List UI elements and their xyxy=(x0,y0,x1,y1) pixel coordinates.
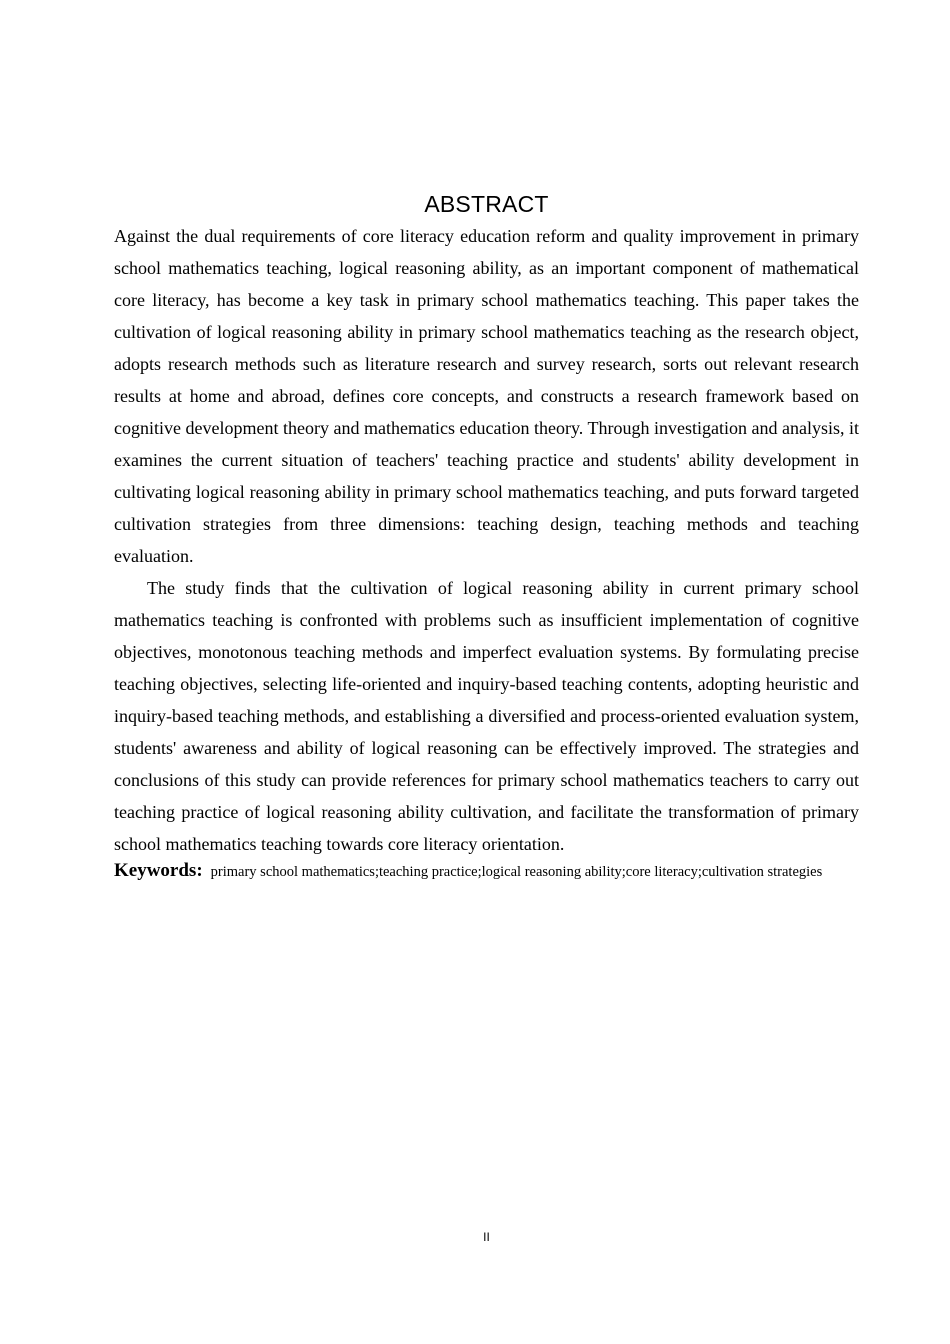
keywords-line xyxy=(114,857,894,886)
page-number: II xyxy=(483,1230,490,1244)
abstract-body xyxy=(114,220,859,860)
keywords-values: primary school mathematics;teaching practice;logical reasoning ability;core literacy;cultivation strategies xyxy=(210,864,823,880)
abstract-title: ABSTRACT xyxy=(424,191,549,217)
abstract-paragraph-1: Against the dual requirements of core literacy education reform and quality improvement in primary school mathematics teaching, logical reasoning ability, as an important component of mathematical core literacy, has become a key task in primary school mathematics teaching. This paper takes the cultivation of logical reasoning ability in primary school mathematics teaching as the research object, adopts research methods such as literature research and survey research, sorts out relevant research results at home and abroad, defines core concepts, and constructs a research framework based on cognitive development theory and mathematics education theory. Through investigation and analysis, it examines the current situation of teachers' teaching practice and students' ability development in cultivating logical reasoning ability in primary school mathematics teaching, and puts forward targeted cultivation strategies from three dimensions: teaching design, teaching methods and teaching evaluation. xyxy=(114,226,859,566)
keywords-label: Keywords: xyxy=(114,860,203,881)
abstract-paragraph-2: The study finds that the cultivation of logical reasoning ability in current primary school mathematics teaching is confronted with problems such as insufficient implementation of cognitive objectives, monotonous teaching methods and imperfect evaluation systems. By formulating precise teaching objectives, selecting life-oriented and inquiry-based teaching contents, adopting heuristic and inquiry-based teaching methods, and establishing a diversified and process-oriented evaluation system, students' awareness and ability of logical reasoning can be effectively improved. The strategies and conclusions of this study can provide references for primary school mathematics teachers to carry out teaching practice of logical reasoning ability cultivation, and facilitate the transformation of primary school mathematics teaching towards core literacy orientation. xyxy=(114,578,859,854)
